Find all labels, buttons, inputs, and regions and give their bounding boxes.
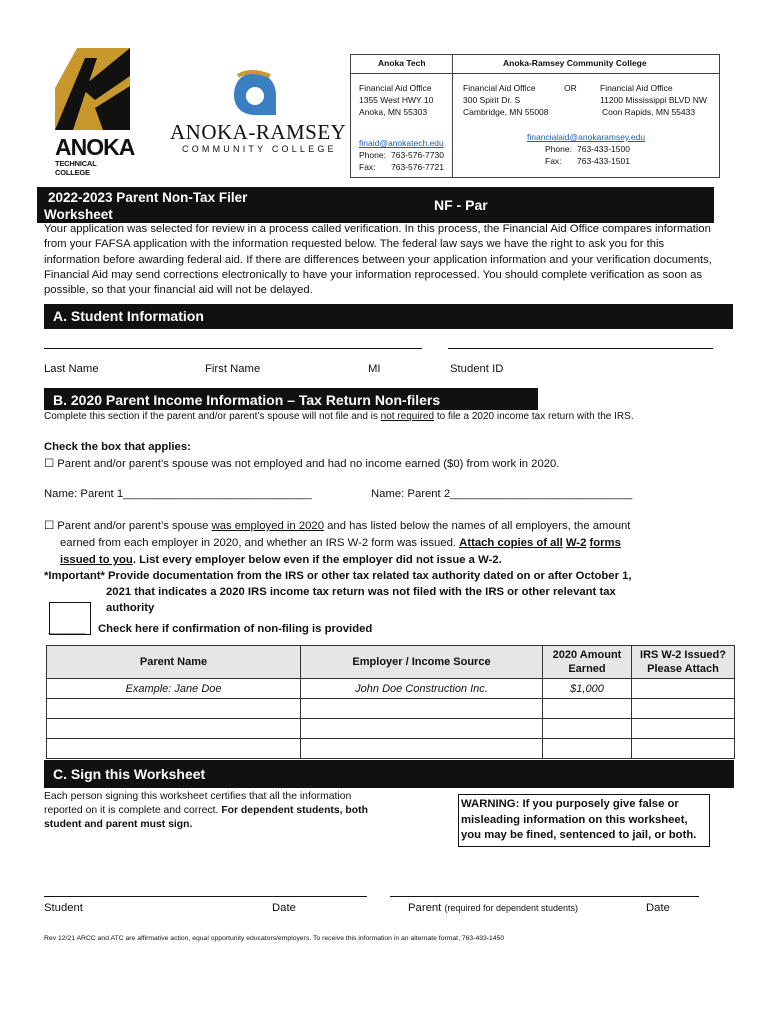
arcc2-office: Financial Aid Office xyxy=(600,83,673,93)
arcc2-city: Coon Rapids, MN 55433 xyxy=(602,107,696,117)
student-id-field-line[interactable] xyxy=(448,348,713,349)
confirm-blank: ______ xyxy=(48,623,86,635)
table-cell[interactable] xyxy=(301,699,543,719)
parent1-name-field[interactable]: Name: Parent 1______________________________ xyxy=(44,488,312,500)
table-cell[interactable] xyxy=(632,699,735,719)
table-cell[interactable] xyxy=(47,739,301,759)
arcc1-office: Financial Aid Office xyxy=(463,83,536,93)
table-cell[interactable] xyxy=(47,699,301,719)
col-employer: Employer / Income Source xyxy=(301,646,543,679)
example-employer: John Doe Construction Inc. xyxy=(301,679,543,699)
table-row xyxy=(47,699,735,719)
table-cell[interactable] xyxy=(301,739,543,759)
section-b-title: B. 2020 Parent Income Information – Tax Return Non-filers xyxy=(53,392,441,408)
arcc-logo-subtext: COMMUNITY COLLEGE xyxy=(182,144,337,154)
student-signature-line[interactable] xyxy=(44,896,367,897)
student-label: Student xyxy=(44,902,83,914)
arcc1-city: Cambridge, MN 55008 xyxy=(463,107,549,117)
section-b-subtitle: Complete this section if the parent and/or parent’s spouse will not file and is not required to file a 2020 income tax return with the IRS. xyxy=(44,411,634,422)
table-cell[interactable] xyxy=(543,739,632,759)
footer-note: Rev 12/21 ARCC and ATC are affirmative action, equal opportunity educators/employers. To receive this information in an alternate format, 763-433-1450 xyxy=(44,935,505,942)
form-title-line2: Worksheet xyxy=(44,207,113,222)
atc-email-link[interactable]: finaid@anokatech.edu xyxy=(359,138,444,148)
first-name-label: First Name xyxy=(205,363,261,375)
table-cell[interactable] xyxy=(543,699,632,719)
warning-box: WARNING: If you purposely give false or misleading information on this worksheet, you may be fined, sentenced to jail, or both. xyxy=(458,794,710,847)
table-row-example xyxy=(47,679,735,699)
mi-label: MI xyxy=(368,363,381,375)
col-amount: 2020 Amount Earned xyxy=(543,646,632,679)
check-heading: Check the box that applies: xyxy=(44,441,191,453)
table-header-row xyxy=(47,646,735,679)
important-note-line1: *Important* Provide documentation from the IRS or other tax related tax authority dated on or after October 1, xyxy=(44,570,632,582)
section-a-title: A. Student Information xyxy=(53,308,204,324)
table-row xyxy=(47,719,735,739)
example-amount: $1,000 xyxy=(543,679,632,699)
employer-table xyxy=(46,645,735,759)
arcc-phone-label: Phone: xyxy=(545,144,572,154)
important-note-line2: 2021 that indicates a 2020 IRS income tax return was not filed with the IRS or other relevant tax xyxy=(106,586,616,598)
atc-fax: 763-576-7721 xyxy=(391,162,444,172)
parent2-name-field[interactable]: Name: Parent 2_____________________________ xyxy=(371,488,633,500)
arcc-header: Anoka-Ramsey Community College xyxy=(503,58,647,68)
option-employed-line2: earned from each employer in 2020, and whether an IRS W-2 form was issued. Attach copies of all W-2 forms xyxy=(60,537,621,549)
atc-office: Financial Aid Office xyxy=(359,83,432,93)
name-field-line[interactable] xyxy=(44,348,422,349)
option-employed-checkbox[interactable]: ☐ Parent and/or parent’s spouse was employed in 2020 and has listed below the names of all employers, the amount xyxy=(44,520,631,532)
example-parent: Example: Jane Doe xyxy=(47,679,301,699)
section-c-header xyxy=(44,760,734,788)
arcc-email-link[interactable]: financialaid@anokaramsey.edu xyxy=(527,132,646,142)
parent-label: Parent (required for dependent students) xyxy=(408,902,579,914)
anoka-ramsey-logo-icon xyxy=(230,70,280,118)
table-row xyxy=(47,739,735,759)
atc-logo-subtext: TECHNICAL COLLEGE xyxy=(55,159,97,177)
col-w2: IRS W-2 Issued? Please Attach xyxy=(632,646,735,679)
arcc-fax: 763-433-1501 xyxy=(577,156,630,166)
section-a-header xyxy=(44,304,733,329)
arcc1-street: 300 Spirit Dr. S xyxy=(463,95,521,105)
form-code: NF - Par xyxy=(434,197,488,213)
atc-logo-text: ANOKA xyxy=(55,134,135,160)
table-cell[interactable] xyxy=(301,719,543,739)
arcc-phone: 763-433-1500 xyxy=(577,144,630,154)
atc-fax-label: Fax: xyxy=(359,162,376,172)
table-cell[interactable] xyxy=(543,719,632,739)
contact-box xyxy=(350,54,720,178)
date-label-parent: Date xyxy=(646,902,670,914)
certification-text: Each person signing this worksheet certifies that all the information reported on it is complete and correct. For dependent students, both student and parent must sign. xyxy=(44,791,368,830)
col-parent-name: Parent Name xyxy=(47,646,301,679)
parent-signature-line[interactable] xyxy=(390,896,699,897)
arcc-fax-label: Fax: xyxy=(545,156,562,166)
atc-phone: 763-576-7730 xyxy=(391,150,444,160)
arcc-logo-text: ANOKA-RAMSEY xyxy=(170,120,347,144)
intro-paragraph: Your application was selected for review in a process called verification. In this process, the Financial Aid Office compares information from your FAFSA application with the information requested below. The federal law says we have the right to ask you for this information before awarding federal aid. If there are differences between your application information and your verification documents, Financial Aid may send corrections electronically to have your information reprocessed. You should complete verification as soon as possible, so that your financial aid will not be delayed. xyxy=(44,223,712,297)
option-employed-line3: issued to you. List every employer below even if the employer did not issue a W-2. xyxy=(60,554,502,566)
student-id-label: Student ID xyxy=(450,363,504,375)
important-note-line3: authority xyxy=(106,602,155,614)
date-label-student: Date xyxy=(272,902,296,914)
arcc2-street: 11200 Mississippi BLVD NW xyxy=(600,95,707,105)
last-name-label: Last Name xyxy=(44,363,99,375)
section-c-title: C. Sign this Worksheet xyxy=(53,766,206,782)
form-title-line1: 2022-2023 Parent Non-Tax Filer xyxy=(48,190,248,205)
table-cell[interactable] xyxy=(632,719,735,739)
example-w2 xyxy=(632,679,735,699)
atc-phone-label: Phone: xyxy=(359,150,386,160)
option-no-income-checkbox[interactable]: ☐ Parent and/or parent’s spouse was not employed and had no income earned ($0) from work in 2020. xyxy=(44,458,560,470)
or-text: OR xyxy=(564,83,577,93)
atc-street: 1355 West HWY 10 xyxy=(359,95,434,105)
title-bar xyxy=(37,187,714,223)
anoka-tech-logo xyxy=(55,48,135,177)
table-cell[interactable] xyxy=(632,739,735,759)
section-b-header xyxy=(44,388,538,410)
table-cell[interactable] xyxy=(47,719,301,739)
anoka-ramsey-logo xyxy=(160,62,347,162)
confirm-label: Check here if confirmation of non-filing is provided xyxy=(98,623,373,635)
atc-city: Anoka, MN 55303 xyxy=(359,107,428,117)
atc-header: Anoka Tech xyxy=(378,58,426,68)
